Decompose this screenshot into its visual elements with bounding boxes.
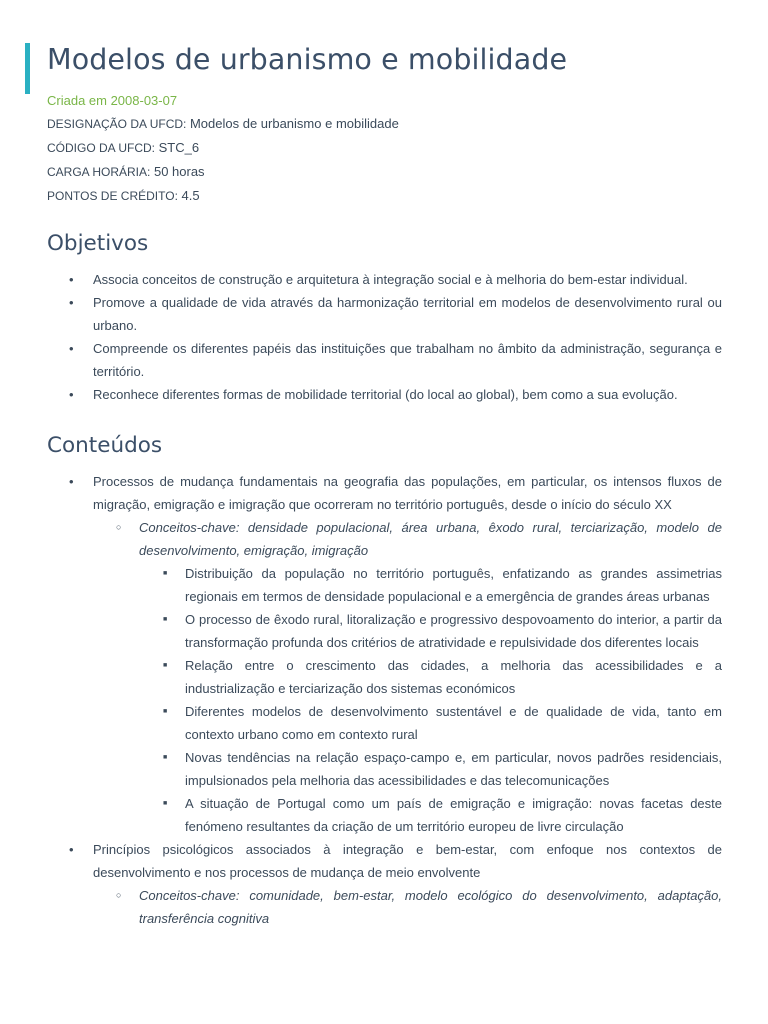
bullet-icon: • bbox=[69, 295, 74, 310]
square-bullet-icon: ■ bbox=[163, 800, 168, 807]
square-bullet-icon: ■ bbox=[163, 754, 168, 761]
square-bullet-icon: ■ bbox=[163, 708, 168, 715]
circle-bullet-icon: ○ bbox=[116, 522, 122, 532]
designacao-value: Modelos de urbanismo e mobilidade bbox=[186, 116, 399, 131]
pontos-value: 4.5 bbox=[177, 188, 200, 203]
square-bullet-icon: ■ bbox=[163, 662, 168, 669]
codigo-value: STC_6 bbox=[155, 140, 200, 155]
subtopic-item: ■ Novas tendências na relação espaço-campo e, em particular, novos padrões residenciais, impulsionados pela melhoria das acessibilidades e das telecomunicações bbox=[139, 746, 722, 792]
objetivo-item: • Reconhece diferentes formas de mobilidade territorial (do local ao global), bem como a sua evolução. bbox=[47, 383, 722, 406]
subtopic-item: ■ O processo de êxodo rural, litoralização e progressivo despovoamento do interior, a partir da transformação profunda dos critérios de atratividade e repulsividade dos diferentes locais bbox=[139, 608, 722, 654]
meta-carga bbox=[47, 160, 727, 184]
meta-pontos bbox=[47, 184, 727, 208]
meta-designacao bbox=[47, 112, 727, 136]
circle-bullet-icon: ○ bbox=[116, 890, 122, 900]
square-bullet-icon: ■ bbox=[163, 616, 168, 623]
objetivo-item: • Compreende os diferentes papéis das instituições que trabalham no âmbito da administração, segurança e território. bbox=[47, 337, 722, 383]
conteudos-list bbox=[47, 470, 722, 930]
conceitos-chave-item: ○ Conceitos-chave: densidade populacional, área urbana, êxodo rural, terciarização, modelo de desenvolvimento, emigração, imigração ■ Distribuição da população no território português, enfatizando as grandes assimetrias regionais em termos de densidade populacional e a emergência de grandes áreas urbanas ■ O processo de êxodo rural, litoralização e progressivo despovoamento do interior, a partir da transformação profunda dos critérios de atratividade e repulsividade dos diferentes locais ■ Relação entre o crescimento das cidades, a melhoria das acessibilidades e a industrialização e terciarização dos sistemas económicos ■ Diferentes modelos de desenvolvimento sustentável e de qualidade de vida, tanto em contexto urbano como em contexto rural ■ Novas tendências na relação espaço-campo e, em particular, novos padrões residenciais, impulsionados pela melhoria das acessibilidades e das telecomunicações ■ A situação de Portugal como um país de emigração e imigração: novas facetas deste fenómeno resultantes da criação de um território europeu de livre circulação bbox=[93, 516, 722, 838]
conteudo-item: • Princípios psicológicos associados à integração e bem-estar, com enfoque nos contextos de desenvolvimento e nos processos de mudança de meio envolvente ○ Conceitos-chave: comunidade, bem-estar, modelo ecológico do desenvolvimento, adaptação, transferência cognitiva bbox=[47, 838, 722, 930]
subtopic-item: ■ Relação entre o crescimento das cidades, a melhoria das acessibilidades e a industrialização e terciarização dos sistemas económicos bbox=[139, 654, 722, 700]
course-metadata bbox=[47, 89, 727, 208]
carga-value: 50 horas bbox=[150, 164, 205, 179]
conteudos-heading: Conteúdos bbox=[47, 433, 163, 458]
objetivos-heading: Objetivos bbox=[47, 231, 149, 256]
objetivo-item: • Promove a qualidade de vida através da harmonização territorial em modelos de desenvolvimento rural ou urbano. bbox=[47, 291, 722, 337]
bullet-icon: • bbox=[69, 842, 74, 857]
conceitos-chave-item: ○ Conceitos-chave: comunidade, bem-estar, modelo ecológico do desenvolvimento, adaptação, transferência cognitiva bbox=[93, 884, 722, 930]
bullet-icon: • bbox=[69, 272, 74, 287]
square-bullet-icon: ■ bbox=[163, 570, 168, 577]
bullet-icon: • bbox=[69, 474, 74, 489]
subtopic-item: ■ A situação de Portugal como um país de emigração e imigração: novas facetas deste fenómeno resultantes da criação de um território europeu de livre circulação bbox=[139, 792, 722, 838]
codigo-label: CÓDIGO DA UFCD: bbox=[47, 141, 156, 155]
subtopic-item: ■ Distribuição da população no território português, enfatizando as grandes assimetrias regionais em termos de densidade populacional e a emergência de grandes áreas urbanas bbox=[139, 562, 722, 608]
objetivo-item: • Associa conceitos de construção e arquitetura à integração social e à melhoria do bem-estar individual. bbox=[47, 268, 722, 291]
carga-label: CARGA HORÁRIA: bbox=[47, 165, 151, 179]
subtopic-item: ■ Diferentes modelos de desenvolvimento sustentável e de qualidade de vida, tanto em contexto urbano como em contexto rural bbox=[139, 700, 722, 746]
created-date: Criada em 2008-03-07 bbox=[47, 93, 178, 108]
objetivos-list bbox=[47, 268, 722, 406]
bullet-icon: • bbox=[69, 387, 74, 402]
designacao-label: DESIGNAÇÃO DA UFCD: bbox=[47, 117, 187, 131]
meta-codigo bbox=[47, 136, 727, 160]
bullet-icon: • bbox=[69, 341, 74, 356]
conteudo-item: • Processos de mudança fundamentais na geografia das populações, em particular, os intensos fluxos de migração, emigração e imigração que ocorreram no território português, desde o início do século XX ○ Conceitos-chave: densidade populacional, área urbana, êxodo rural, terciarização, modelo de desenvolvimento, emigração, imigração ■ Distribuição da população no território português, enfatizando as grandes assimetrias regionais em termos de densidade populacional e a emergência de grandes áreas urbanas ■ O processo de êxodo rural, litoralização e progressivo despovoamento do interior, a partir da transformação profunda dos critérios de atratividade e repulsividade dos diferentes locais ■ Relação entre o crescimento das cidades, a melhoria das acessibilidades e a industrialização e terciarização dos sistemas económicos ■ Diferentes modelos de desenvolvimento sustentável e de qualidade de vida, tanto em contexto urbano como em contexto rural ■ Novas tendências na relação espaço-campo e, em particular, novos padrões residenciais, impulsionados pela melhoria das acessibilidades e das telecomunicações ■ A situação de Portugal como um país de emigração e imigração: novas facetas deste fenómeno resultantes da criação de um território europeu de livre circulação bbox=[47, 470, 722, 838]
page-title: Modelos de urbanismo e mobilidade bbox=[47, 43, 568, 76]
pontos-label: PONTOS DE CRÉDITO: bbox=[47, 189, 178, 203]
title-accent-bar bbox=[25, 43, 30, 94]
